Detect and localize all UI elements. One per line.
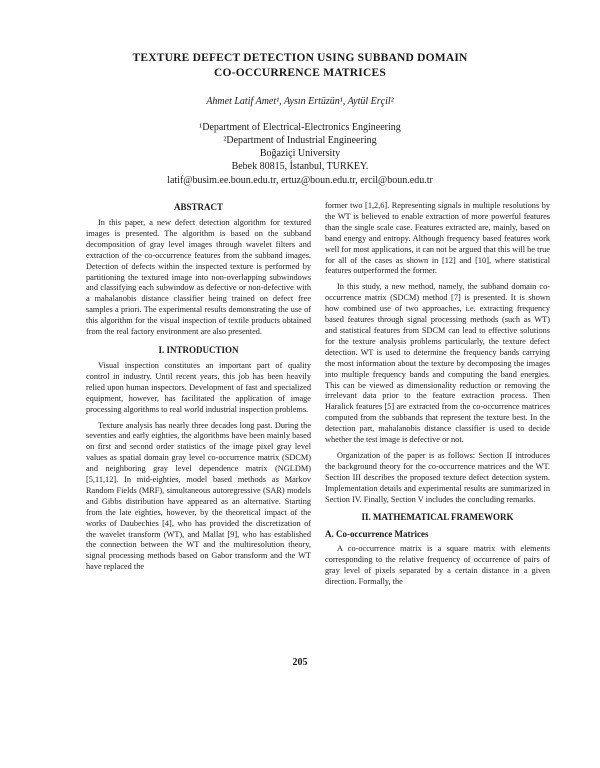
subsection-a-heading: A. Co-occurrence Matrices [325,529,429,540]
intro-paragraph-2: Texture analysis has nearly three decades long past. During the seventies and early eighties, the algorithms have been mainly based on first and second order statistics of the image pixel gray level values as spatial domain gray level co-occurrence matrix (SDCM) and neighboring gray level dependence matrix (NGLDM) [5,11,12]. In mid-eighties, model based methods as Markov Random Fields (MRF), simultaneous autoregressive (SAR) models and Gibbs distribution have appeared as an alternative. Starting from the late eighties, however, by the theoretical impact of the works of Daubechies [4], who has provided the discretization of the wavelet transform (WT), and Mallat [9], who has established the connection between the WT and the multiresolution theory, signal processing methods based on Gabor transform and the WT have replaced the [86,420,311,572]
address: Bebek 80815, İstanbul, TURKEY. [231,161,369,172]
abstract-text: In this paper, a new defect detection algorithm for textured images is presented. The algorithm is based on the subband decomposition of gray level images through wavelet filters and extraction of the co-occurrence features from the subband images. Detection of defects within the inspected texture is performed by partitioning the textured image into non-overlapping subwindows and classifying each subwindow as defective or non-defective with a mahalanobis distance classifier being trained on defect free samples a priori. The experimental results demonstrating the use of this algorithm for the visual inspection of textile products obtained from the real factory environment are also presented. [86,218,311,337]
author-list: Ahmet Latif Amet¹, Aysın Ertüzün¹, Aytül Erçil² [206,96,394,107]
intro-paragraph-1: Visual inspection constitutes an important part of quality control in industry. Until recent years, this job has been heavily relied upon human inspectors. Development of fast and specialized equipment, however, has facilitated the application of image processing algorithms to real world industrial inspection problems. [86,360,311,414]
right-paragraph-4: A co-occurrence matrix is a square matrix with elements corresponding to the relative frequency of occurrence of pairs of gray level of pixels separated by a certain distance in a given direction. Formally, the [325,544,550,587]
page-number: 205 [292,657,308,668]
university: Boğaziçi University [259,148,341,159]
right-paragraph-2: In this study, a new method, namely, the subband domain co-occurrence matrix (SDCM) method [7] is presented. It is shown how combined use of two approaches, i.e. extracting frequency based features through signal processing methods (such as WT) and statistical features from SDCM can lead to effective solutions for the texture analysis problems particularly, the texture defect detection. WT is used to determine the frequency bands carrying the most information about the texture by decomposing the images into multiple frequency bands and computing the band energies. This can be viewed as dimensionality reduction or removing the irrelevant data prior to the feature extraction process. Then Haralick features [5] are extracted from the co-occurrence matrices computed from the subbands that represent the texture best. In the detection part, mahalanobis distance classifier is used to decide whether the test image is defective or not. [325,282,550,445]
affiliation-2: ²Department of Industrial Engineering [223,135,377,146]
affiliation-1: ¹Department of Electrical-Electronics Engineering [199,122,401,133]
right-paragraph-3: Organization of the paper is as follows: Section II introduces the background theory for the co-occurrence matrices and the WT. Section III describes the proposed texture defect detection system. Implementation details and experimental results are summarized in Section IV. Finally, Section V includes the concluding remarks. [325,450,550,504]
section-2-heading: II. MATHEMATICAL FRAMEWORK [361,512,514,523]
right-column [325,201,550,588]
right-paragraph-1: former two [1,2,6]. Representing signals in multiple resolutions by the WT is believed to enable extraction of more powerful features than the single scale case. Features extracted are, mainly, based on band energy and entropy. Although frequency based features work well for most applications, it can not be argued that this will be true for all of the cases as shown in [12] and [10], where statistical features outperformed the former. [325,201,550,276]
paper-title-line-1: TEXTURE DEFECT DETECTION USING SUBBAND DOMAIN [132,52,468,64]
left-column [86,201,311,573]
email-list: latif@busim.ee.boun.edu.tr, ertuz@boun.edu.tr, ercil@boun.edu.tr [167,175,433,186]
introduction-heading: I. INTRODUCTION [158,344,239,355]
abstract-heading: ABSTRACT [173,202,223,212]
paper-title-line-2: CO-OCCURRENCE MATRICES [214,67,386,79]
